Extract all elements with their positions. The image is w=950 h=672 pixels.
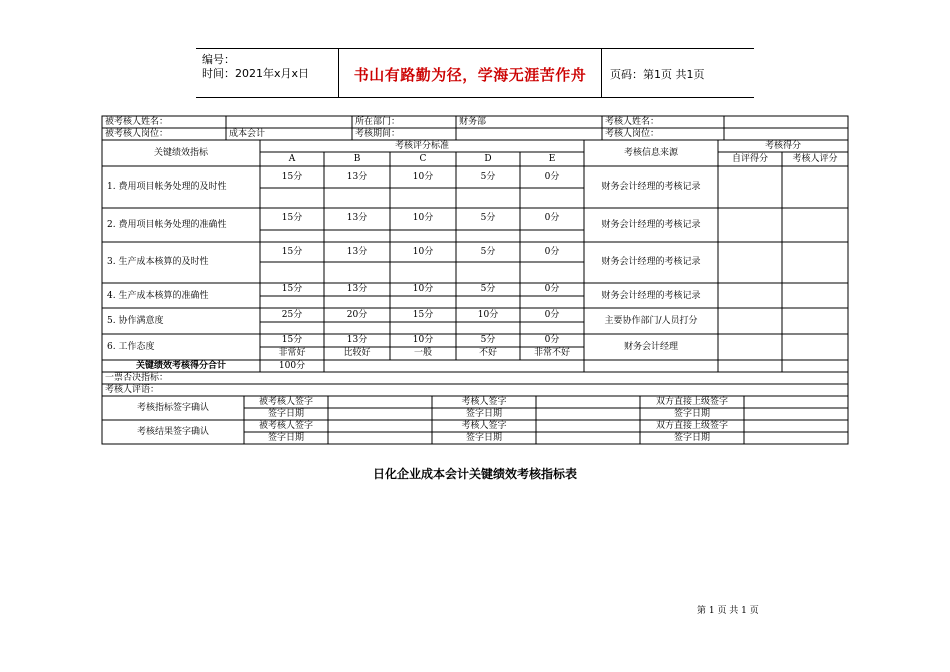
signoff-indicator-label: 考核指标签字确认 <box>136 403 209 413</box>
score-e: 0分 <box>544 213 560 223</box>
page-footer: 第 1 页 共 1 页 <box>697 606 759 616</box>
score-b: 13分 <box>346 172 368 182</box>
grade-c-header: C <box>419 154 427 164</box>
time-label: 时间：2021年x月x日 <box>202 67 310 80</box>
score-a: 15分 <box>281 213 303 223</box>
info-source: 财务会计经理的考核记录 <box>601 291 701 301</box>
info-source: 财务会计经理的考核记录 <box>601 220 701 230</box>
sign-date-label: 签字日期 <box>673 433 710 443</box>
grade-d-header: D <box>484 154 492 164</box>
examiner-name-label: 考核人姓名： <box>605 117 660 127</box>
score-d: 10分 <box>477 310 499 320</box>
score-a: 15分 <box>281 284 303 294</box>
kpi-row-name: 3. 生产成本核算的及时性 <box>107 257 209 267</box>
kpi-row-name: 5. 协作满意度 <box>107 316 164 326</box>
examiner-score-header: 考核人评分 <box>792 154 838 164</box>
score-e: 0分 <box>544 335 560 345</box>
comment-label: 考核人评语： <box>105 385 160 395</box>
examinee-post-label: 被考核人岗位： <box>105 129 169 139</box>
info-source: 财务会计经理的考核记录 <box>601 182 701 192</box>
document-title: 日化企业成本会计关键绩效考核指标表 <box>372 467 577 481</box>
score-a: 25分 <box>281 310 303 320</box>
total-value: 100分 <box>278 361 306 371</box>
superior-sign-label: 双方直接上级签字 <box>655 397 728 407</box>
score-b: 13分 <box>346 247 368 257</box>
score-c: 10分 <box>412 247 434 257</box>
period-label: 考核期间： <box>355 129 401 139</box>
score-a: 15分 <box>281 335 303 345</box>
level-c: 一般 <box>413 348 432 358</box>
score-e: 0分 <box>544 247 560 257</box>
department-label: 所在部门： <box>355 117 401 127</box>
score-c: 10分 <box>412 172 434 182</box>
grade-a-header: A <box>288 154 296 164</box>
number-label: 编号： <box>202 53 235 66</box>
sign-date-label: 签字日期 <box>465 409 502 419</box>
examinee-sign-label: 被考核人签字 <box>258 397 313 407</box>
score-d: 5分 <box>480 247 496 257</box>
info-source: 财务会计经理的考核记录 <box>601 257 701 267</box>
sign-date-label: 签字日期 <box>267 409 304 419</box>
score-d: 5分 <box>480 213 496 223</box>
score-d: 5分 <box>480 172 496 182</box>
score-header: 考核得分 <box>764 141 801 151</box>
examiner-sign-label: 考核人签字 <box>461 397 507 407</box>
department-value: 财务部 <box>459 117 487 127</box>
sign-date-label: 签字日期 <box>673 409 710 419</box>
signoff-result-label: 考核结果签字确认 <box>136 427 209 437</box>
total-label: 关键绩效考核得分合计 <box>135 361 226 371</box>
score-c: 10分 <box>412 284 434 294</box>
score-c: 10分 <box>412 335 434 345</box>
examinee-name-label: 被考核人姓名： <box>105 117 169 127</box>
examinee-sign-label: 被考核人签字 <box>258 421 313 431</box>
level-d: 不好 <box>478 348 497 358</box>
sign-date-label: 签字日期 <box>465 433 502 443</box>
criteria-header: 考核评分标准 <box>394 141 449 151</box>
score-e: 0分 <box>544 172 560 182</box>
grade-b-header: B <box>353 154 361 164</box>
examinee-post-value: 成本会计 <box>229 129 266 139</box>
kpi-header: 关键绩效指标 <box>153 148 208 158</box>
examiner-post-label: 考核人岗位： <box>605 129 660 139</box>
info-source: 财务会计经理 <box>623 342 678 352</box>
score-d: 5分 <box>480 284 496 294</box>
motto: 书山有路勤为径，学海无涯苦作舟 <box>353 66 587 84</box>
self-score-header: 自评得分 <box>731 154 768 164</box>
kpi-row-name: 2. 费用项目帐务处理的准确性 <box>107 220 227 230</box>
score-b: 13分 <box>346 335 368 345</box>
superior-sign-label: 双方直接上级签字 <box>655 421 728 431</box>
info-source: 主要协作部门/人员打分 <box>604 316 698 326</box>
kpi-row-name: 4. 生产成本核算的准确性 <box>107 291 209 301</box>
score-a: 15分 <box>281 172 303 182</box>
source-header: 考核信息来源 <box>623 148 678 158</box>
score-c: 15分 <box>412 310 434 320</box>
score-a: 15分 <box>281 247 303 257</box>
score-c: 10分 <box>412 213 434 223</box>
veto-label: 一票否决指标： <box>105 373 169 383</box>
score-e: 0分 <box>544 310 560 320</box>
sign-date-label: 签字日期 <box>267 433 304 443</box>
score-b: 13分 <box>346 213 368 223</box>
level-e: 非常不好 <box>533 348 570 358</box>
grade-e-header: E <box>548 154 556 164</box>
score-b: 13分 <box>346 284 368 294</box>
level-a: 非常好 <box>278 348 306 358</box>
score-d: 5分 <box>480 335 496 345</box>
kpi-row-name: 1. 费用项目帐务处理的及时性 <box>107 182 227 192</box>
score-b: 20分 <box>346 310 368 320</box>
page-label: 页码：第1页 共1页 <box>610 68 705 81</box>
kpi-row-name: 6. 工作态度 <box>107 342 155 352</box>
score-e: 0分 <box>544 284 560 294</box>
examiner-sign-label: 考核人签字 <box>461 421 507 431</box>
level-b: 比较好 <box>343 348 371 358</box>
